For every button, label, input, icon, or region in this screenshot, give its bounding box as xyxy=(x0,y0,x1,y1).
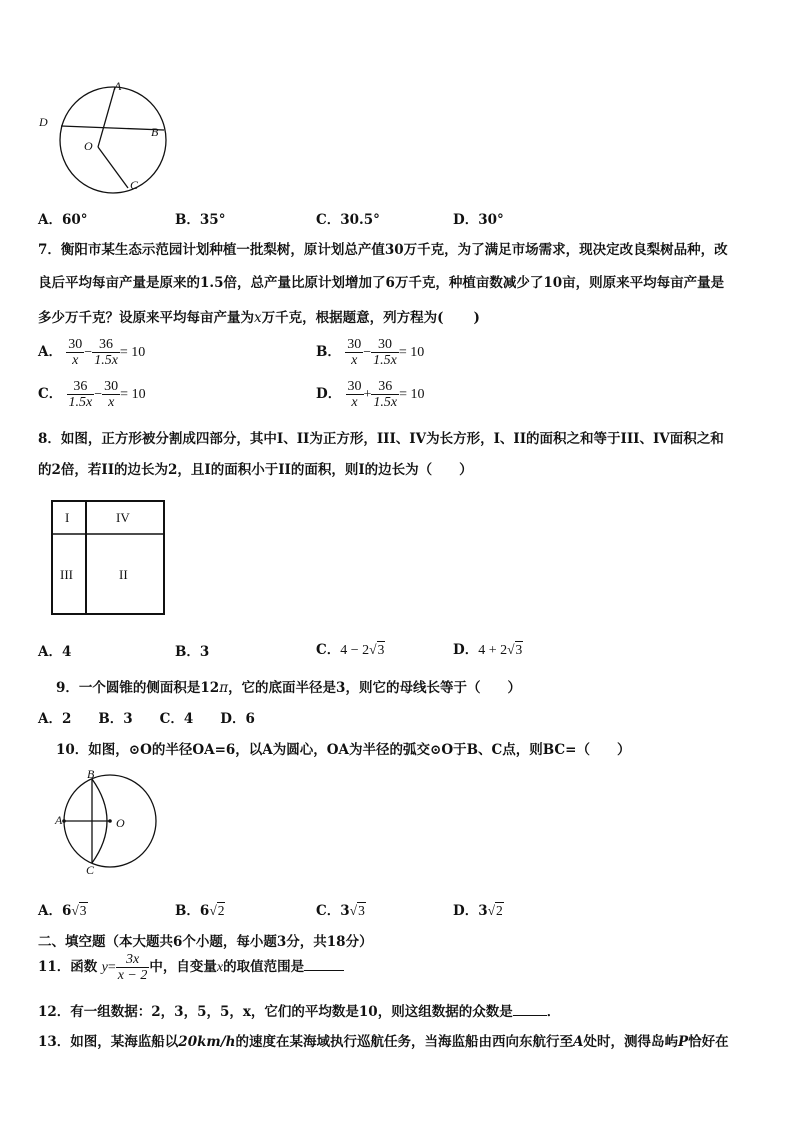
q8-option-b[interactable]: B．3 xyxy=(175,644,210,660)
circle-o xyxy=(60,87,166,193)
q8-option-a[interactable]: A．4 xyxy=(38,644,72,660)
q11: 11．函数 y= $\frac{3x}{x - 2}$ 中，自变量x的取值范围是 xyxy=(38,952,344,983)
chord-db xyxy=(61,126,164,130)
q11-answer-blank[interactable] xyxy=(304,958,344,971)
q10-option-c[interactable]: C．3√3 xyxy=(316,903,365,919)
label-o: O xyxy=(116,816,125,830)
chord-ao xyxy=(98,87,115,147)
q7-option-a[interactable]: A． $\frac{30}{x}$ − $\frac{36}{1.5x}$ = 10 xyxy=(38,337,146,368)
q7-line1: 7．衡阳市某生态示范园计划种植一批梨树，原计划总产值30万千克，为了满足市场需求，现决定改良梨树品种，改 xyxy=(38,242,728,258)
q6-option-d[interactable]: D．30° xyxy=(453,212,504,228)
q7-line3: 多少万千克？设原来平均每亩产量为x万千克，根据题意，列方程为( ) xyxy=(38,310,480,326)
q6-option-c[interactable]: C．30.5° xyxy=(316,212,380,228)
label-b: B xyxy=(87,767,95,781)
q8-line1: 8．如图，正方形被分割成四部分，其中I、II为正方形，III、IV为长方形，I、II的面积之和等于III、IV面积之和 xyxy=(38,431,724,447)
q9-options[interactable]: A．2 B．3 C．4 D．6 xyxy=(38,711,255,727)
q7-option-b[interactable]: B． $\frac{30}{x}$ − $\frac{30}{1.5x}$ = 10 xyxy=(316,337,425,368)
q12: 12．有一组数据：2，3，5，5，x，它们的平均数是10，则这组数据的众数是 ． xyxy=(38,1004,561,1020)
circle-figure-q6 xyxy=(30,78,170,200)
q8-line2: 的2倍，若II的边长为2，且I的面积小于II的面积，则I的边长为（ ） xyxy=(38,462,473,478)
q6-option-a[interactable]: A．60° xyxy=(38,212,88,228)
q12-answer-blank[interactable] xyxy=(513,1003,547,1016)
q8-option-d[interactable]: D．4 + 2√3 xyxy=(453,642,523,658)
q7-option-d[interactable]: D． $\frac{30}{x}$ + $\frac{36}{1.5x}$ = 10 xyxy=(316,379,425,410)
point-a xyxy=(62,819,66,823)
q10-option-a[interactable]: A．6√3 xyxy=(38,903,87,919)
label-c: C xyxy=(86,863,95,877)
label-b: B xyxy=(151,125,159,139)
cell-i: I xyxy=(65,510,70,525)
circle-figure-q10 xyxy=(52,766,160,878)
label-a: A xyxy=(55,813,63,827)
q7-line2: 良后平均每亩产量是原来的1.5倍，总产量比原计划增加了6万千克，种植亩数减少了10亩，则原来平均每亩产量是 xyxy=(38,275,725,291)
q6-option-b[interactable]: B．35° xyxy=(175,212,226,228)
square-figure-q8 xyxy=(50,500,168,616)
label-a: A xyxy=(114,79,122,93)
radius-oc xyxy=(98,147,128,188)
point-o xyxy=(108,819,112,823)
cell-iv: IV xyxy=(116,510,130,525)
label-o: O xyxy=(84,139,93,153)
q10-option-b[interactable]: B．6√2 xyxy=(175,903,225,919)
cell-iii: III xyxy=(60,567,73,582)
q9-text: 9．一个圆锥的侧面积是12π，它的底面半径是3，则它的母线长等于（ ） xyxy=(56,680,521,696)
q13: 13．如图，某海监船以20km/h的速度在某海域执行巡航任务，当海监船由西向东航行至A处时，测得岛屿P恰好在 xyxy=(38,1034,729,1050)
label-d: D xyxy=(39,115,48,129)
cell-ii: II xyxy=(119,567,128,582)
q7-option-c[interactable]: C． $\frac{36}{1.5x}$ − $\frac{30}{x}$ = 10 xyxy=(38,379,146,410)
label-c: C xyxy=(130,178,139,192)
q8-option-c[interactable]: C．4 − 2√3 xyxy=(316,642,385,658)
q10-option-d[interactable]: D．3√2 xyxy=(453,903,503,919)
section-2-heading: 二、填空题（本大题共6个小题，每小题3分，共18分） xyxy=(38,934,373,950)
q10-text: 10．如图，⊙O的半径OA=6，以A为圆心，OA为半径的弧交⊙O于B、C点，则BC=（ ） xyxy=(56,742,631,758)
